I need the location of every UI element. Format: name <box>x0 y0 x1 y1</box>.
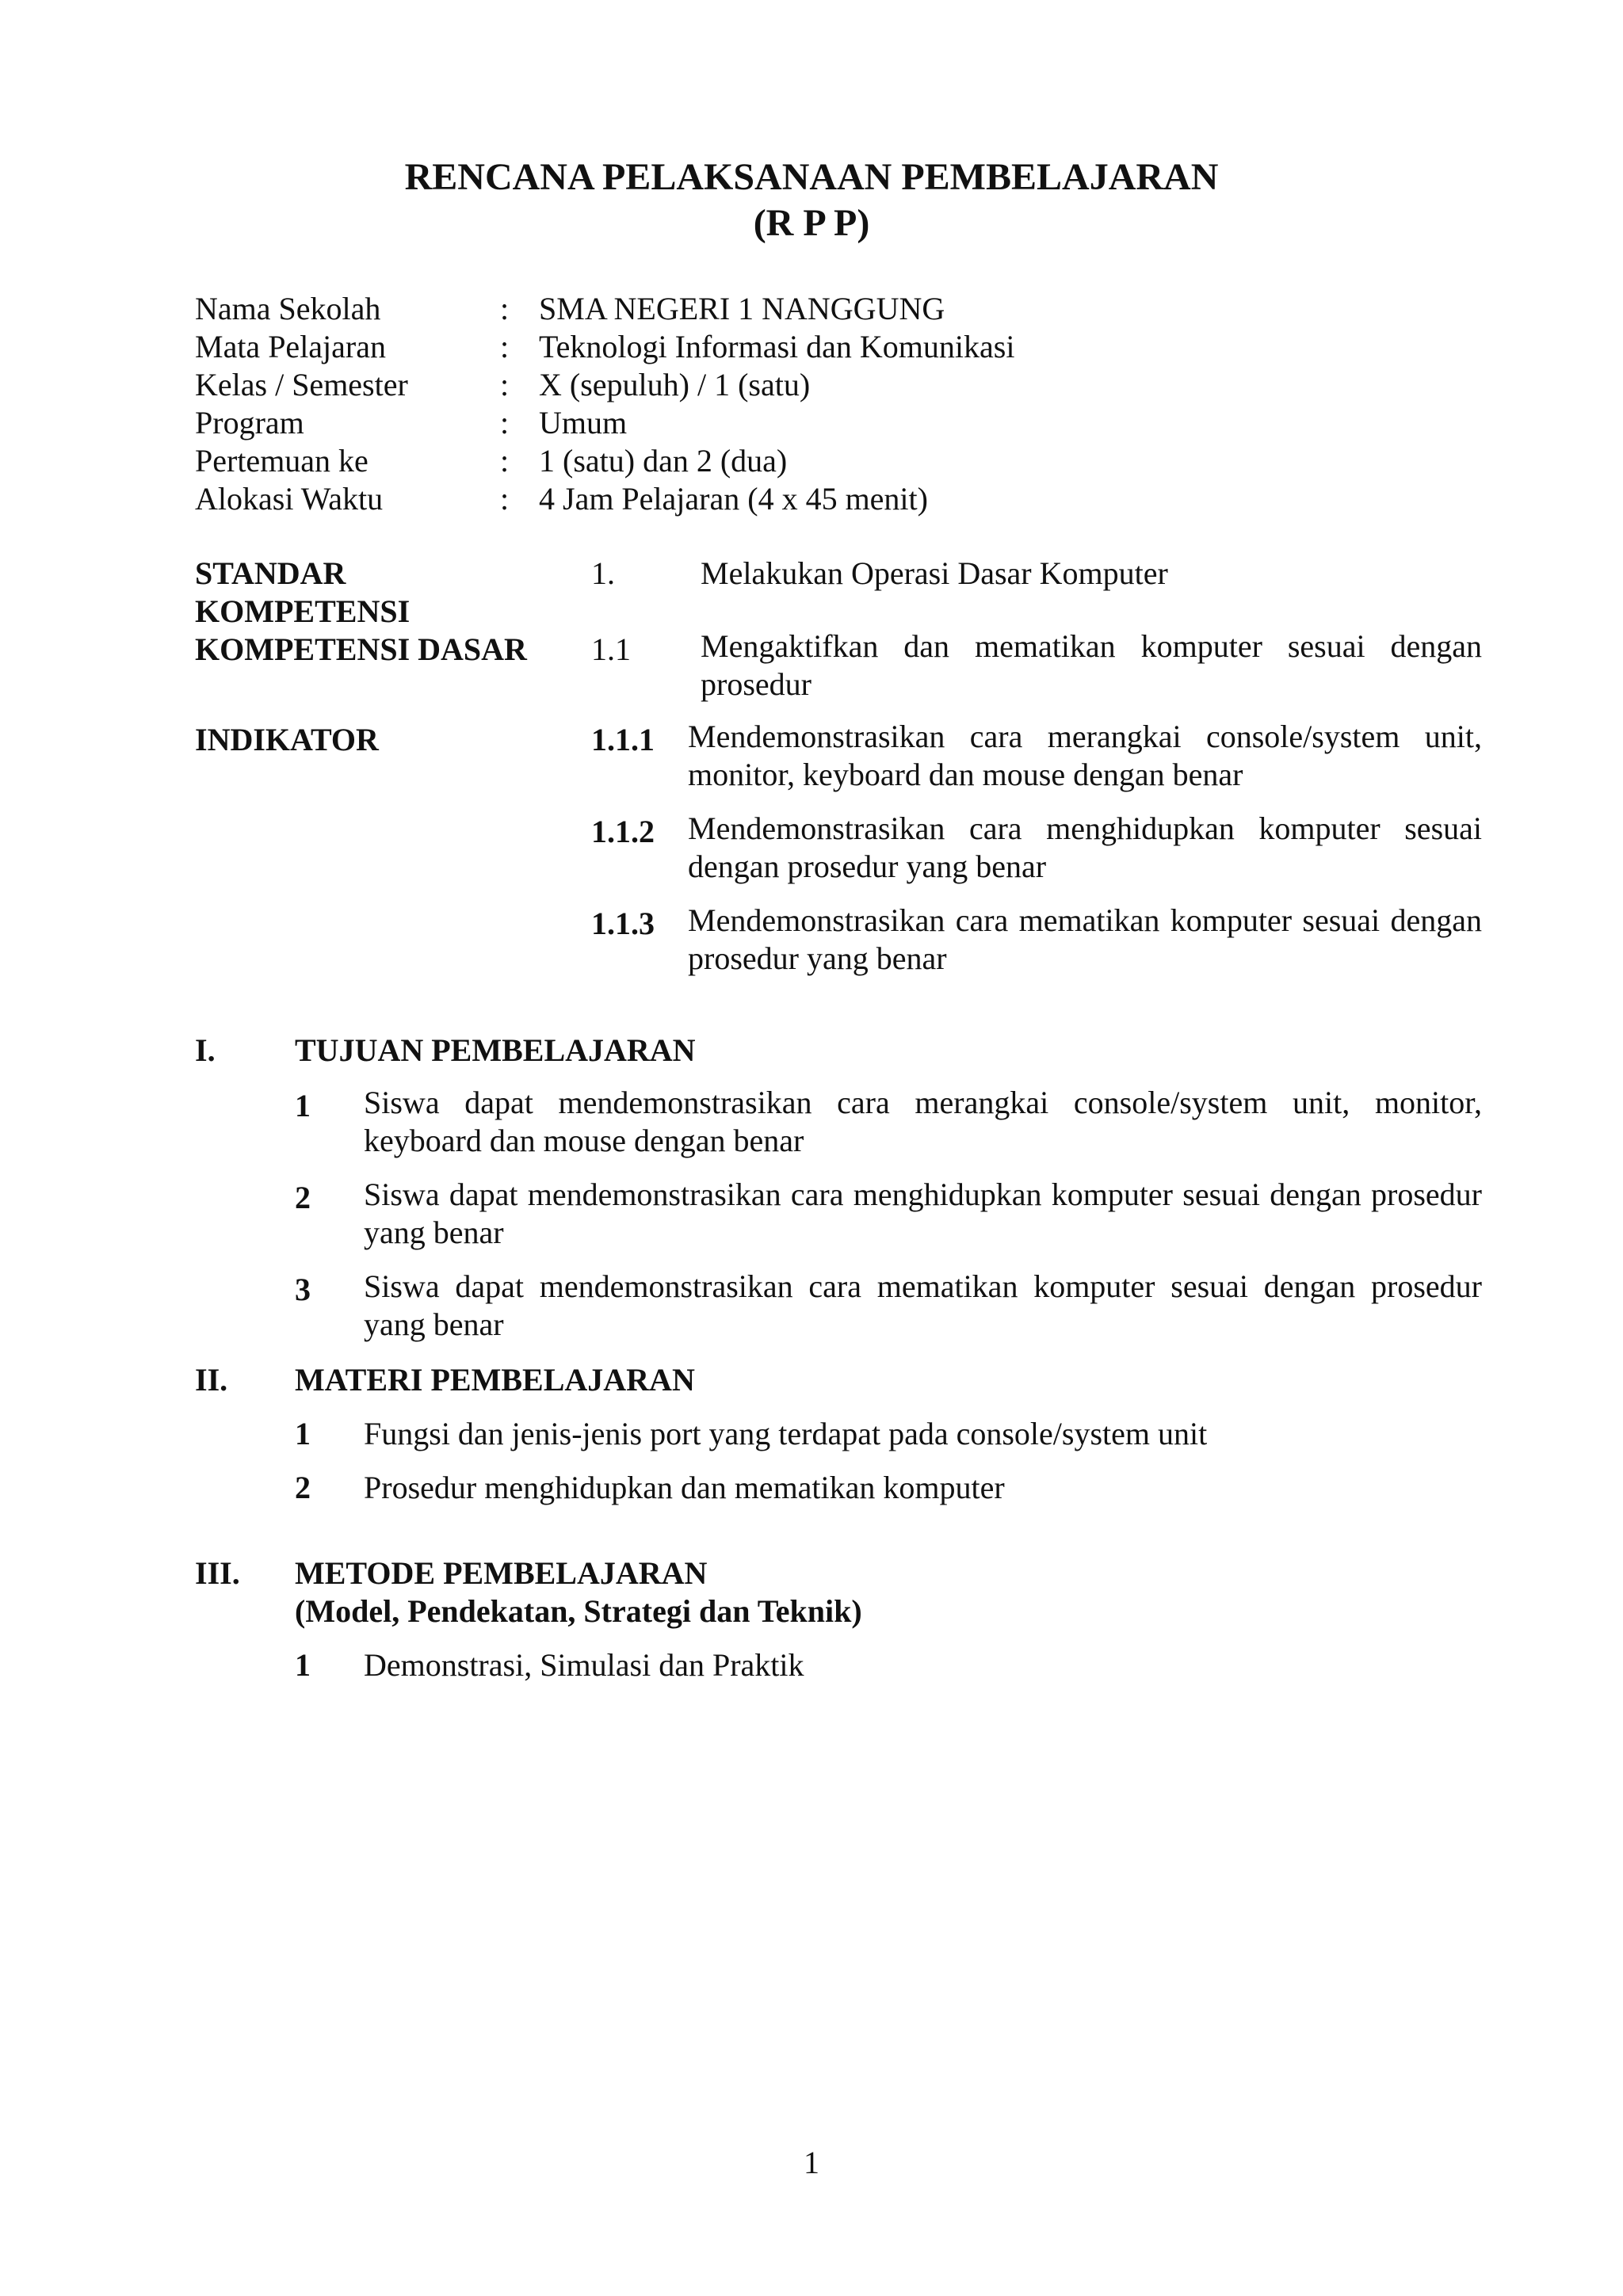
kompetensi-dasar-text: Mengaktifkan dan mematikan komputer sesuai dengan prosedur <box>701 628 1482 702</box>
list-item-number: 2 <box>295 1470 311 1505</box>
standar-label: STANDAR <box>195 555 346 591</box>
indikator-number: 1.1.2 <box>591 814 655 849</box>
list-item-number: 1 <box>295 1416 311 1451</box>
identity-value: Umum <box>539 405 628 441</box>
standar-number: 1. <box>591 555 615 591</box>
identity-colon: : <box>500 481 510 517</box>
identity-value: 4 Jam Pelajaran (4 x 45 menit) <box>539 481 928 517</box>
standar-label-2: KOMPETENSI <box>195 593 411 629</box>
list-item-number: 3 <box>295 1272 311 1307</box>
kompetensi-dasar-number: 1.1 <box>591 631 631 667</box>
identity-colon: : <box>500 329 510 364</box>
list-item-number: 1 <box>295 1647 311 1683</box>
list-item-text: Demonstrasi, Simulasi dan Praktik <box>364 1647 804 1683</box>
indikator-number: 1.1.1 <box>591 722 655 757</box>
identity-label: Nama Sekolah <box>195 291 381 326</box>
section-numeral: I. <box>195 1032 216 1068</box>
identity-label: Pertemuan ke <box>195 443 369 479</box>
identity-label: Program <box>195 405 304 441</box>
section-numeral: III. <box>195 1555 240 1591</box>
indikator-text: Mendemonstrasikan cara merangkai console/system unit, monitor, keyboard dan mouse dengan benar <box>688 719 1482 792</box>
identity-label: Alokasi Waktu <box>195 481 384 517</box>
identity-label: Kelas / Semester <box>195 367 408 402</box>
identity-colon: : <box>500 367 510 402</box>
section-numeral: II. <box>195 1362 228 1398</box>
list-item-text: Siswa dapat mendemonstrasikan cara mematikan komputer sesuai dengan prosedur yang benar <box>364 1268 1482 1342</box>
identity-value: SMA NEGERI 1 NANGGUNG <box>539 291 945 326</box>
standar-text: Melakukan Operasi Dasar Komputer <box>701 555 1168 591</box>
identity-value: X (sepuluh) / 1 (satu) <box>539 367 811 402</box>
list-item-text: Prosedur menghidupkan dan mematikan komputer <box>364 1470 1005 1505</box>
identity-label: Mata Pelajaran <box>195 329 386 364</box>
list-item-number: 2 <box>295 1180 311 1215</box>
indikator-text: Mendemonstrasikan cara menghidupkan komputer sesuai dengan prosedur yang benar <box>688 810 1482 884</box>
identity-colon: : <box>500 291 510 326</box>
section-title: TUJUAN PEMBELAJARAN <box>295 1032 696 1068</box>
section-title: MATERI PEMBELAJARAN <box>295 1362 695 1398</box>
list-item-text: Fungsi dan jenis-jenis port yang terdapat pada console/system unit <box>364 1416 1208 1451</box>
section-title: METODE PEMBELAJARAN <box>295 1555 708 1591</box>
identity-value: 1 (satu) dan 2 (dua) <box>539 443 788 479</box>
section-subtitle: (Model, Pendekatan, Strategi dan Teknik) <box>295 1593 862 1629</box>
identity-colon: : <box>500 443 510 479</box>
document-title: RENCANA PELAKSANAAN PEMBELAJARAN <box>404 156 1219 198</box>
list-item-text: Siswa dapat mendemonstrasikan cara menghidupkan komputer sesuai dengan prosedur yang benar <box>364 1177 1482 1250</box>
identity-value: Teknologi Informasi dan Komunikasi <box>539 329 1015 364</box>
indikator-text: Mendemonstrasikan cara mematikan komputer sesuai dengan prosedur yang benar <box>688 902 1482 976</box>
indikator-number: 1.1.3 <box>591 906 655 941</box>
kompetensi-dasar-label: KOMPETENSI DASAR <box>195 631 527 667</box>
page-number: 1 <box>804 2145 819 2180</box>
indikator-label: INDIKATOR <box>195 722 379 757</box>
identity-colon: : <box>500 405 510 441</box>
document-subtitle: (R P P) <box>753 202 870 244</box>
list-item-number: 1 <box>295 1088 311 1123</box>
list-item-text: Siswa dapat mendemonstrasikan cara merangkai console/system unit, monitor, keyboard dan mouse dengan benar <box>364 1085 1482 1158</box>
